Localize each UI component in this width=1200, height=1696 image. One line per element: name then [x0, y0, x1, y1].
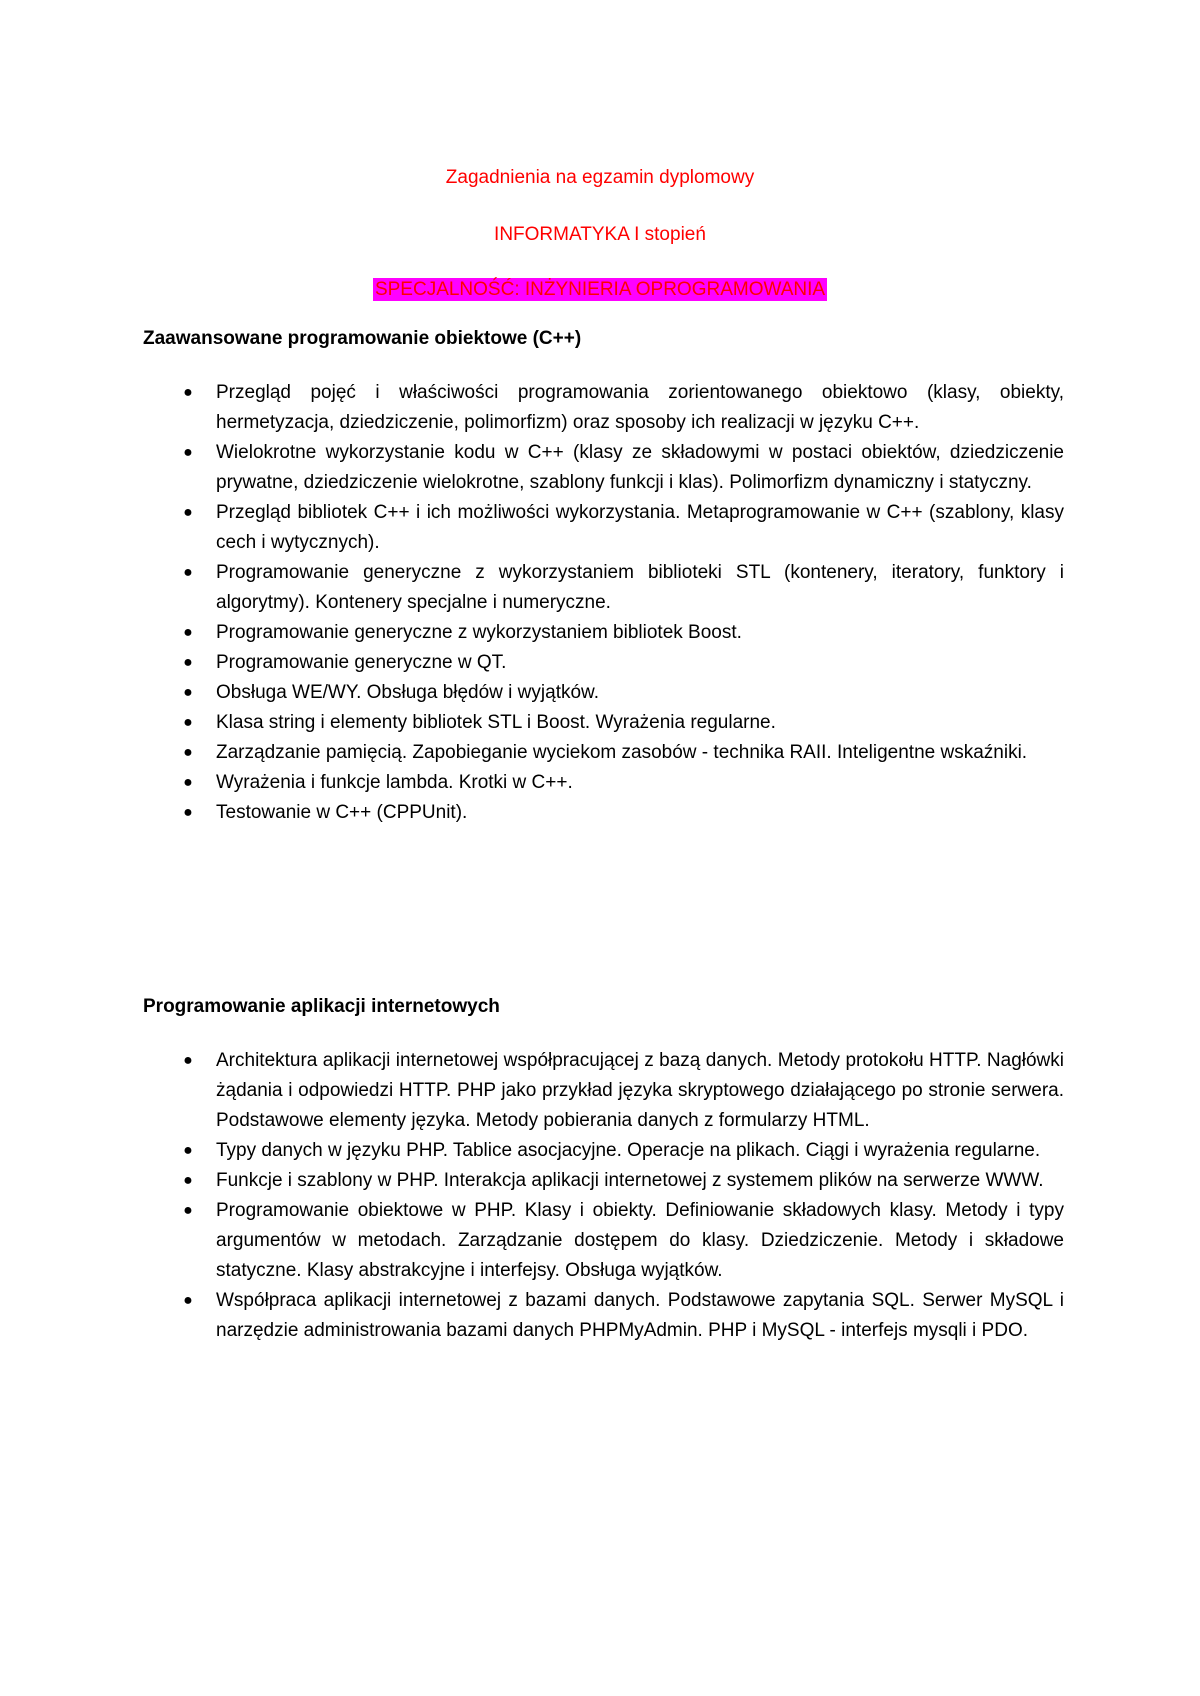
list-item-text: Wielokrotne wykorzystanie kodu w C++ (klasy ze składowymi w postaci obiektów, dziedziczenie prywatne, dziedziczenie wielokrotne, szablony funkcji i klas). Polimorfizm dynamiczny i statyczny.: [216, 442, 1064, 493]
topic-list-web: [0, 1046, 1200, 1346]
list-item: [183, 618, 1064, 648]
bullet-icon: ●: [183, 444, 193, 461]
list-item-text: Programowanie obiektowe w PHP. Klasy i obiekty. Definiowanie składowych klasy. Metody i typy argumentów w metodach. Zarządzanie dostępem do klasy. Dziedziczenie. Metody i składowe statyczne. Klasy abstrakcyjne i interfejsy. Obsługa wyjątków.: [216, 1200, 1064, 1281]
section-heading-cpp: Zaawansowane programowanie obiektowe (C++): [143, 328, 582, 349]
document-title-text: Zagadnienia na egzamin dyplomowy: [445, 167, 755, 188]
list-item-text: Przegląd pojęć i właściwości programowania zorientowanego obiektowo (klasy, obiekty, hermetyzacja, dziedziczenie, polimorfizm) oraz sposoby ich realizacji w języku C++.: [216, 382, 1064, 433]
list-item: [183, 708, 1064, 738]
list-item-text: Zarządzanie pamięcią. Zapobieganie wyciekom zasobów - technika RAII. Inteligentne wskaźniki.: [216, 742, 1028, 763]
bullet-icon: ●: [183, 744, 193, 761]
bullet-icon: ●: [183, 804, 193, 821]
list-item: [183, 1286, 1064, 1346]
specialization-line: [0, 277, 1200, 303]
section-heading-web: Programowanie aplikacji internetowych: [143, 996, 500, 1017]
list-item: [183, 1166, 1064, 1196]
list-item: [183, 798, 1064, 828]
list-item-text: Testowanie w C++ (CPPUnit).: [216, 802, 468, 823]
list-item-text: Obsługa WE/WY. Obsługa błędów i wyjątków.: [216, 682, 599, 703]
topic-list-cpp: [0, 378, 1200, 828]
list-item: [183, 498, 1064, 558]
list-item-text: Wyrażenia i funkcje lambda. Krotki w C++.: [216, 772, 573, 793]
list-item: [183, 1046, 1064, 1136]
list-item-text: Przegląd bibliotek C++ i ich możliwości wykorzystania. Metaprogramowanie w C++ (szablony, klasy cech i wytycznych).: [216, 502, 1064, 553]
list-item-text: Programowanie generyczne w QT.: [216, 652, 507, 673]
bullet-icon: ●: [183, 1172, 193, 1189]
document-subtitle-text: INFORMATYKA I stopień: [494, 224, 706, 245]
document-title: [0, 165, 1200, 191]
list-item-text: Funkcje i szablony w PHP. Interakcja aplikacji internetowej z systemem plików na serwerze WWW.: [216, 1170, 1044, 1191]
bullet-icon: ●: [183, 1052, 193, 1069]
specialization-highlight: SPECJALNOŚĆ: INŻYNIERIA OPROGRAMOWANIA: [374, 279, 826, 300]
bullet-icon: ●: [183, 1292, 193, 1309]
document-subtitle: [0, 222, 1200, 248]
list-item-text: Programowanie generyczne z wykorzystaniem biblioteki STL (kontenery, iteratory, funktory i algorytmy). Kontenery specjalne i numeryczne.: [216, 562, 1064, 613]
list-item: [183, 558, 1064, 618]
bullet-icon: ●: [183, 564, 193, 581]
bullet-icon: ●: [183, 654, 193, 671]
list-item: [183, 378, 1064, 438]
bullet-icon: ●: [183, 714, 193, 731]
list-item-text: Typy danych w języku PHP. Tablice asocjacyjne. Operacje na plikach. Ciągi i wyrażenia regularne.: [216, 1140, 1041, 1161]
list-item-text: Programowanie generyczne z wykorzystaniem bibliotek Boost.: [216, 622, 742, 643]
bullet-icon: ●: [183, 774, 193, 791]
list-item-text: Architektura aplikacji internetowej współpracującej z bazą danych. Metody protokołu HTTP. Nagłówki żądania i odpowiedzi HTTP. PHP jako przykład języka skryptowego działającego po stronie serwera. Podstawowe elementy języka. Metody pobierania danych z formularzy HTML.: [216, 1050, 1064, 1131]
bullet-icon: ●: [183, 624, 193, 641]
bullet-icon: ●: [183, 1202, 193, 1219]
list-item: [183, 648, 1064, 678]
bullet-icon: ●: [183, 684, 193, 701]
list-item: [183, 1196, 1064, 1286]
list-item: [183, 738, 1064, 768]
list-item: [183, 438, 1064, 498]
bullet-icon: ●: [183, 384, 193, 401]
bullet-icon: ●: [183, 1142, 193, 1159]
list-item-text: Współpraca aplikacji internetowej z bazami danych. Podstawowe zapytania SQL. Serwer MySQL i narzędzie administrowania bazami danych PHPMyAdmin. PHP i MySQL - interfejs mysqli i PDO.: [216, 1290, 1064, 1341]
list-item: [183, 678, 1064, 708]
list-item: [183, 768, 1064, 798]
list-item: [183, 1136, 1064, 1166]
bullet-icon: ●: [183, 504, 193, 521]
list-item-text: Klasa string i elementy bibliotek STL i Boost. Wyrażenia regularne.: [216, 712, 776, 733]
